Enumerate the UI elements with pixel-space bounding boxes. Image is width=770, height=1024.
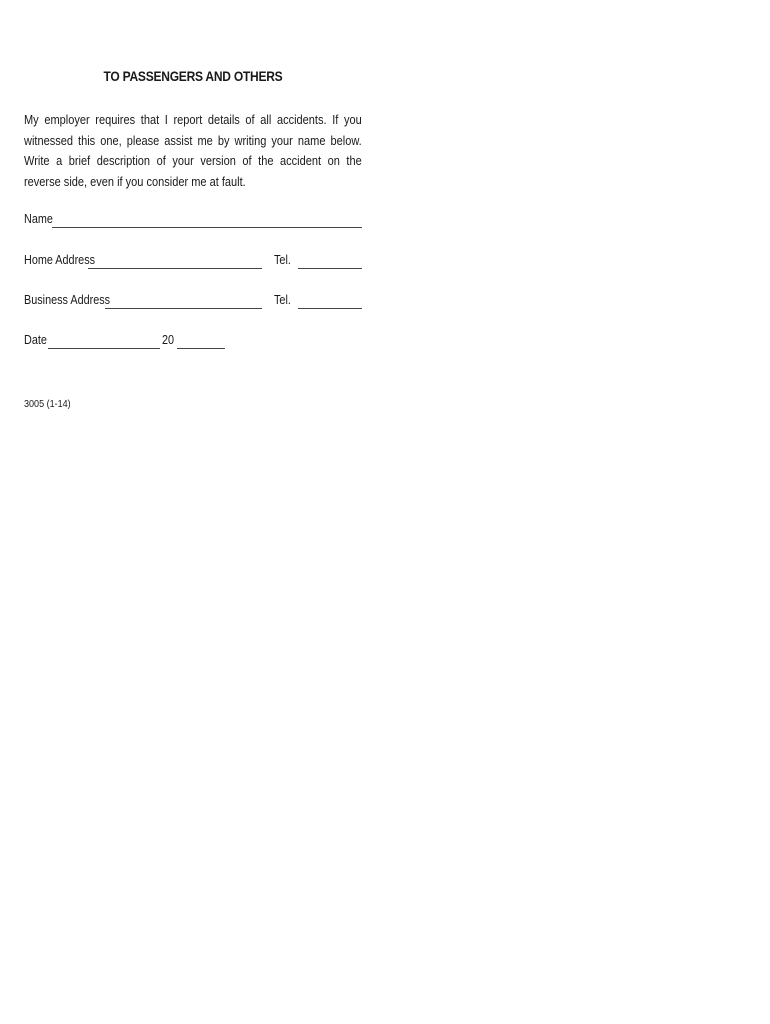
form-title: TO PASSENGERS AND OTHERS: [103, 68, 283, 84]
form-code: 3005 (1-14): [24, 398, 71, 410]
name-label: Name: [24, 212, 53, 226]
business-tel-label: Tel.: [274, 293, 291, 307]
home-address-field[interactable]: [88, 268, 262, 269]
intro-paragraph: My employer requires that I report details of all accidents. If you witnessed this one, please assist me by writing your name below. Write a brief description of your version of the accident on the reverse side, even if you consider me at fault.: [24, 113, 362, 189]
home-tel-field[interactable]: [298, 268, 362, 269]
business-address-label: Business Address: [24, 293, 111, 307]
home-address-field-row: [24, 253, 362, 273]
business-address-field-row: [24, 293, 362, 313]
year-prefix: 20: [162, 333, 175, 347]
date-label: Date: [24, 333, 47, 347]
name-field-row: [24, 212, 362, 232]
date-field[interactable]: [48, 348, 160, 349]
home-address-label: Home Address: [24, 253, 96, 267]
name-field[interactable]: [52, 227, 362, 228]
date-field-row: [24, 333, 362, 353]
home-tel-label: Tel.: [274, 253, 291, 267]
business-tel-field[interactable]: [298, 308, 362, 309]
year-field[interactable]: [177, 348, 225, 349]
business-address-field[interactable]: [105, 308, 262, 309]
